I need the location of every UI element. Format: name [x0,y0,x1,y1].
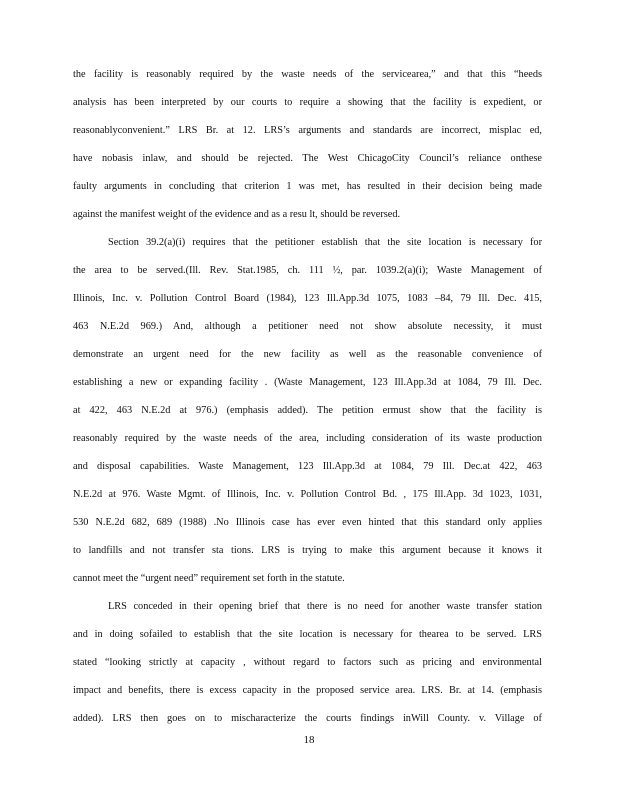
text-line: the facility is reasonably required by the waste needs of the servicearea,” and that this “heeds [73,69,542,80]
text-line: Section 39.2(a)(i) requires that the petitioner establish that the site location is necessary for [108,237,542,248]
text-line: 530 N.E.2d 682, 689 (1988) .No Illinois case has ever even hinted that this standard only applies [73,517,542,528]
text-line: impact and benefits, there is excess capacity in the proposed service area. LRS. Br. at 14. (emphasis [73,685,542,696]
text-line: to landfills and not transfer sta tions. LRS is trying to make this argument because it knows it [73,545,542,556]
text-line: cannot meet the “urgent need” requirement set forth in the statute. [73,573,345,584]
text-line: have nobasis inlaw, and should be rejected. The West ChicagoCity Council’s reliance onthese [73,153,542,164]
page-number: 18 [303,734,315,746]
text-line: stated “looking strictly at capacity , without regard to factors such as pricing and environmental [73,657,542,668]
text-line: establishing a new or expanding facility . (Waste Management, 123 Ill.App.3d at 1084, 79 Ill. Dec. [73,377,542,388]
text-line: analysis has been interpreted by our courts to require a showing that the facility is expedient, or [73,97,542,108]
text-line: added). LRS then goes on to mischaracterize the courts findings inWill County. v. Village of [73,713,542,724]
text-line: N.E.2d at 976. Waste Mgmt. of Illinois, Inc. v. Pollution Control Bd. , 175 Ill.App. 3d 1023, 1031, [73,489,542,500]
text-line: demonstrate an urgent need for the new facility as well as the reasonable convenience of [73,349,542,360]
text-line: faulty arguments in concluding that criterion 1 was met, has resulted in their decision being made [73,181,542,192]
text-line: LRS conceded in their opening brief that there is no need for another waste transfer station [108,601,542,612]
text-line: reasonablyconvenient.” LRS Br. at 12. LRS’s arguments and standards are incorrect, misplac ed, [73,125,542,136]
text-line: Illinois, Inc. v. Pollution Control Board (1984), 123 Ill.App.3d 1075, 1083 –84, 79 Ill. Dec. 415, [73,293,542,304]
text-line: against the manifest weight of the evidence and as a resu lt, should be reversed. [73,209,401,220]
text-line: 463 N.E.2d 969.) And, although a petitioner need not show absolute necessity, it must [73,321,542,332]
text-line: at 422, 463 N.E.2d at 976.) (emphasis added). The petition ermust show that the facility is [73,405,542,416]
text-line: and in doing sofailed to establish that the site location is necessary for thearea to be served. LRS [73,629,542,640]
text-line: the area to be served.(Ill. Rev. Stat.1985, ch. 111 ½, par. 1039.2(a)(i); Waste Management of [73,265,542,276]
text-line: and disposal capabilities. Waste Management, 123 Ill.App.3d at 1084, 79 Ill. Dec.at 422, 463 [73,461,542,472]
text-line: reasonably required by the waste needs of the area, including consideration of its waste production [73,433,542,444]
